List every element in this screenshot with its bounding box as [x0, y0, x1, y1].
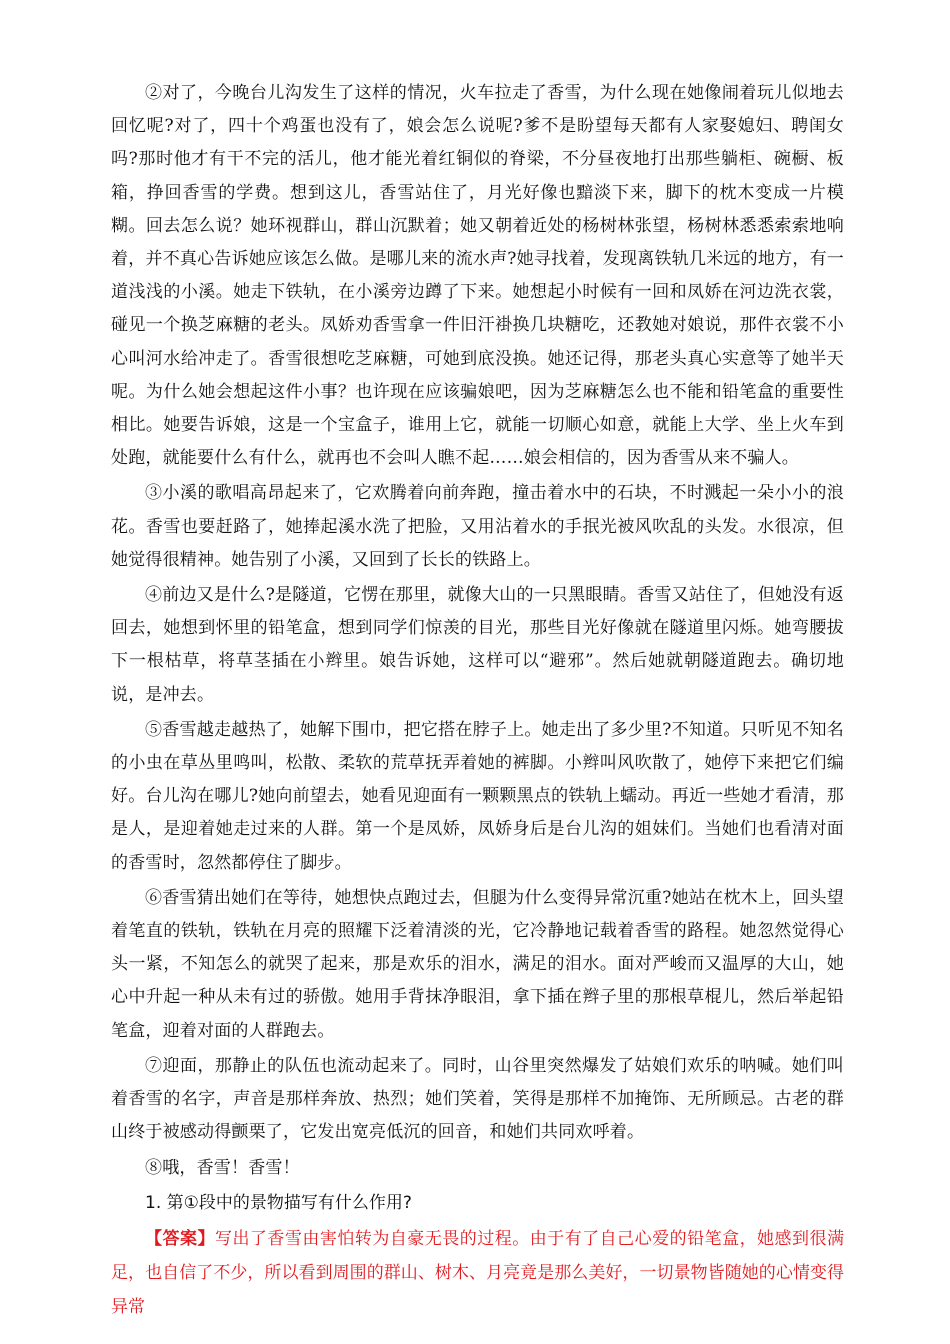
answer-1 [111, 1222, 844, 1324]
answer-text: 写出了香雪由害怕转为自豪无畏的过程。由于有了自己心爱的铅笔盒，她感到很满足，也自信了不少，所以看到周围的群山、树木、月亮竟是那么美好，一切景物皆随她的心情变得异常 [111, 1228, 845, 1317]
paragraph-2: ②对了，今晚台儿沟发生了这样的情况，火车拉走了香雪，为什么现在她像闹着玩儿似地去回忆呢?对了，四十个鸡蛋也没有了，娘会怎么说呢?爹不是盼望每天都有人家娶媳妇、聘闺女吗?那时他才有干不完的活儿，他才能光着红铜似的脊梁，不分昼夜地打出那些躺柜、碗橱、板箱，挣回香雪的学费。想到这儿，香雪站住了，月光好像也黯淡下来，脚下的枕木变成一片模糊。回去怎么说？她环视群山，群山沉默着；她又朝着近处的杨树林张望，杨树林悉悉索索地响着，并不真心告诉她应该怎么做。是哪儿来的流水声?她寻找着，发现离铁轨几米远的地方，有一道浅浅的小溪。她走下铁轨，在小溪旁边蹲了下来。她想起小时候有一回和凤娇在河边洗衣裳，碰见一个换芝麻糖的老头。凤娇劝香雪拿一件旧汗褂换几块糖吃，还教她对娘说，那件衣裳不小心叫河水给冲走了。香雪很想吃芝麻糖，可她到底没换。她还记得，那老头真心实意等了她半天呢。为什么她会想起这件小事？也许现在应该骗娘吧，因为芝麻糖怎么也不能和铅笔盒的重要性相比。她要告诉娘，这是一个宝盒子，谁用上它，就能一切顺心如意，就能上大学、坐上火车到处跑，就能要什么有什么，就再也不会叫人瞧不起……娘会相信的，因为香雪从来不骗人。 [111, 83, 844, 469]
paragraph-3: ③小溪的歌唱高昂起来了，它欢腾着向前奔跑，撞击着水中的石块，不时溅起一朵小小的浪花。香雪也要赶路了，她捧起溪水洗了把脸，又用沾着水的手抿光被风吹乱的头发。水很凉，但她觉得很精神。她告别了小溪，又回到了长长的铁路上。 [111, 483, 844, 570]
paragraph-4: ④前边又是什么?是隧道，它愣在那里，就像大山的一只黑眼睛。香雪又站住了，但她没有返回去，她想到怀里的铅笔盒，想到同学们惊羡的目光，那些目光好像就在隧道里闪烁。她弯腰拔下一根枯草，将草茎插在小辫里。娘告诉她，这样可以“避邪”。然后她就朝隧道跑去。确切地说，是冲去。 [111, 585, 844, 705]
question-1: 1. 第①段中的景物描写有什么作用? [145, 1192, 412, 1213]
paragraph-5: ⑤香雪越走越热了，她解下围巾，把它搭在脖子上。她走出了多少里?不知道。只听见不知名的小虫在草丛里鸣叫，松散、柔软的荒草抚弄着她的裤脚。小辫叫风吹散了，她停下来把它们编好。台儿沟在哪儿?她向前望去，她看见迎面有一颗颗黑点的铁轨上蠕动。再近一些她才看清，那是人，是迎着她走过来的人群。第一个是凤娇，凤娇身后是台儿沟的姐妹们。当她们也看清对面的香雪时，忽然都停住了脚步。 [111, 719, 844, 873]
paragraph-6: ⑥香雪猜出她们在等待，她想快点跑过去，但腿为什么变得异常沉重?她站在枕木上，回头望着笔直的铁轨，铁轨在月亮的照耀下泛着清淡的光，它冷静地记载着香雪的路程。她忽然觉得心头一紧，不知怎么的就哭了起来，那是欢乐的泪水，满足的泪水。面对严峻而又温厚的大山，她心中升起一种从未有过的骄傲。她用手背抹净眼泪，拿下插在辫子里的那根草棍儿，然后举起铅笔盒，迎着对面的人群跑去。 [111, 887, 844, 1041]
paragraph-7: ⑦迎面，那静止的队伍也流动起来了。同时，山谷里突然爆发了姑娘们欢乐的呐喊。她们叫着香雪的名字，声音是那样奔放、热烈；她们笑着，笑得是那样不加掩饰、无所顾忌。古老的群山终于被感动得颤栗了，它发出宽亮低沉的回音，和她们共同欢呼着。 [111, 1055, 844, 1143]
answer-tag: 【答案】 [145, 1228, 215, 1249]
paragraph-8: ⑧哦，香雪！香雪！ [145, 1157, 300, 1178]
